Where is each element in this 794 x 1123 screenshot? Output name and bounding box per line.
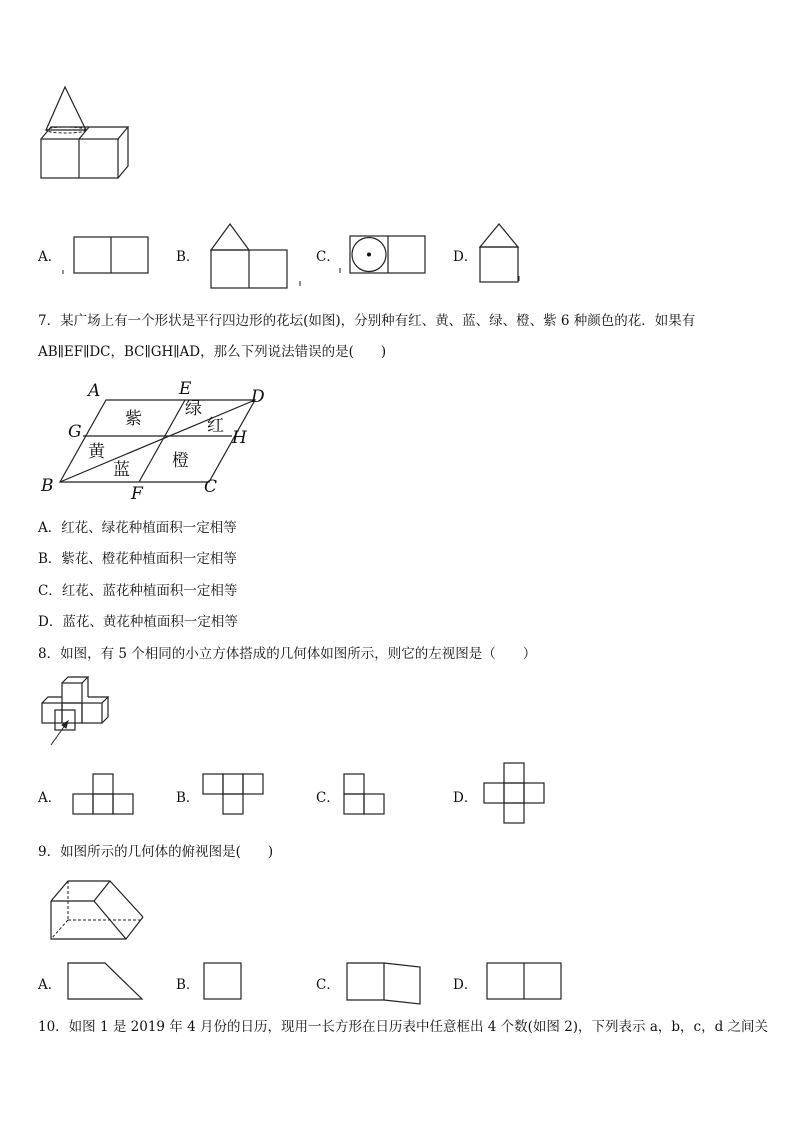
region-label-blue: 蓝 xyxy=(113,460,130,480)
point-label-g: G xyxy=(68,422,82,442)
q8-option-c-label[interactable]: C． xyxy=(316,790,340,806)
region-label-green: 绿 xyxy=(185,399,202,419)
q6-option-a-label[interactable]: A． xyxy=(38,249,62,265)
q9-option-b-label[interactable]: B． xyxy=(176,977,200,993)
q7-choice-d[interactable]: D．蓝花、黄花种植面积一定相等 xyxy=(38,614,238,630)
point-label-f: F xyxy=(131,484,143,504)
region-label-yellow: 黄 xyxy=(88,442,105,462)
q7-stem-line2: AB∥EF∥DC，BC∥GH∥AD，那么下列说法错误的是( ) xyxy=(38,344,387,360)
q8-stem: 8．如图，有 5 个相同的小立方体搭成的几何体如图所示，则它的左视图是（ ） xyxy=(38,646,537,662)
q9-option-a-label[interactable]: A． xyxy=(38,977,62,993)
q7-choice-c[interactable]: C．红花、蓝花种植面积一定相等 xyxy=(38,583,238,599)
q8-option-b-label[interactable]: B． xyxy=(176,790,200,806)
region-label-purple: 紫 xyxy=(125,409,142,429)
q6-option-d-label[interactable]: D． xyxy=(453,249,478,265)
q7-stem-line1: 7．某广场上有一个形状是平行四边形的花坛(如图)，分别种有红、黄、蓝、绿、橙、紫 6 种颜色的花．如果有 xyxy=(38,313,696,329)
point-label-a: A xyxy=(88,381,101,401)
q10-stem: 10．如图 1 是 2019 年 4 月份的日历，现用一长方形在日历表中任意框出 4 个数(如图 2)，下列表示 a，b，c，d 之间关 xyxy=(38,1019,769,1035)
q6-option-b-label[interactable]: B． xyxy=(176,249,200,265)
q8-option-a-label[interactable]: A． xyxy=(38,790,62,806)
q9-stem: 9．如图所示的几何体的俯视图是( ) xyxy=(38,844,274,860)
q7-choice-a[interactable]: A．红花、绿花种植面积一定相等 xyxy=(38,520,237,536)
q7-choice-b[interactable]: B．紫花、橙花种植面积一定相等 xyxy=(38,551,237,567)
point-label-d: D xyxy=(251,387,265,407)
point-label-e: E xyxy=(179,379,192,399)
point-label-b: B xyxy=(41,476,54,496)
region-label-orange: 橙 xyxy=(172,451,189,471)
point-label-h: H xyxy=(232,428,247,448)
point-label-c: C xyxy=(204,477,218,497)
region-label-red: 红 xyxy=(207,416,224,436)
q6-option-c-label[interactable]: C． xyxy=(316,249,340,265)
q9-option-c-label[interactable]: C． xyxy=(316,977,340,993)
q8-option-d-label[interactable]: D． xyxy=(453,790,478,806)
q9-option-d-label[interactable]: D． xyxy=(453,977,478,993)
